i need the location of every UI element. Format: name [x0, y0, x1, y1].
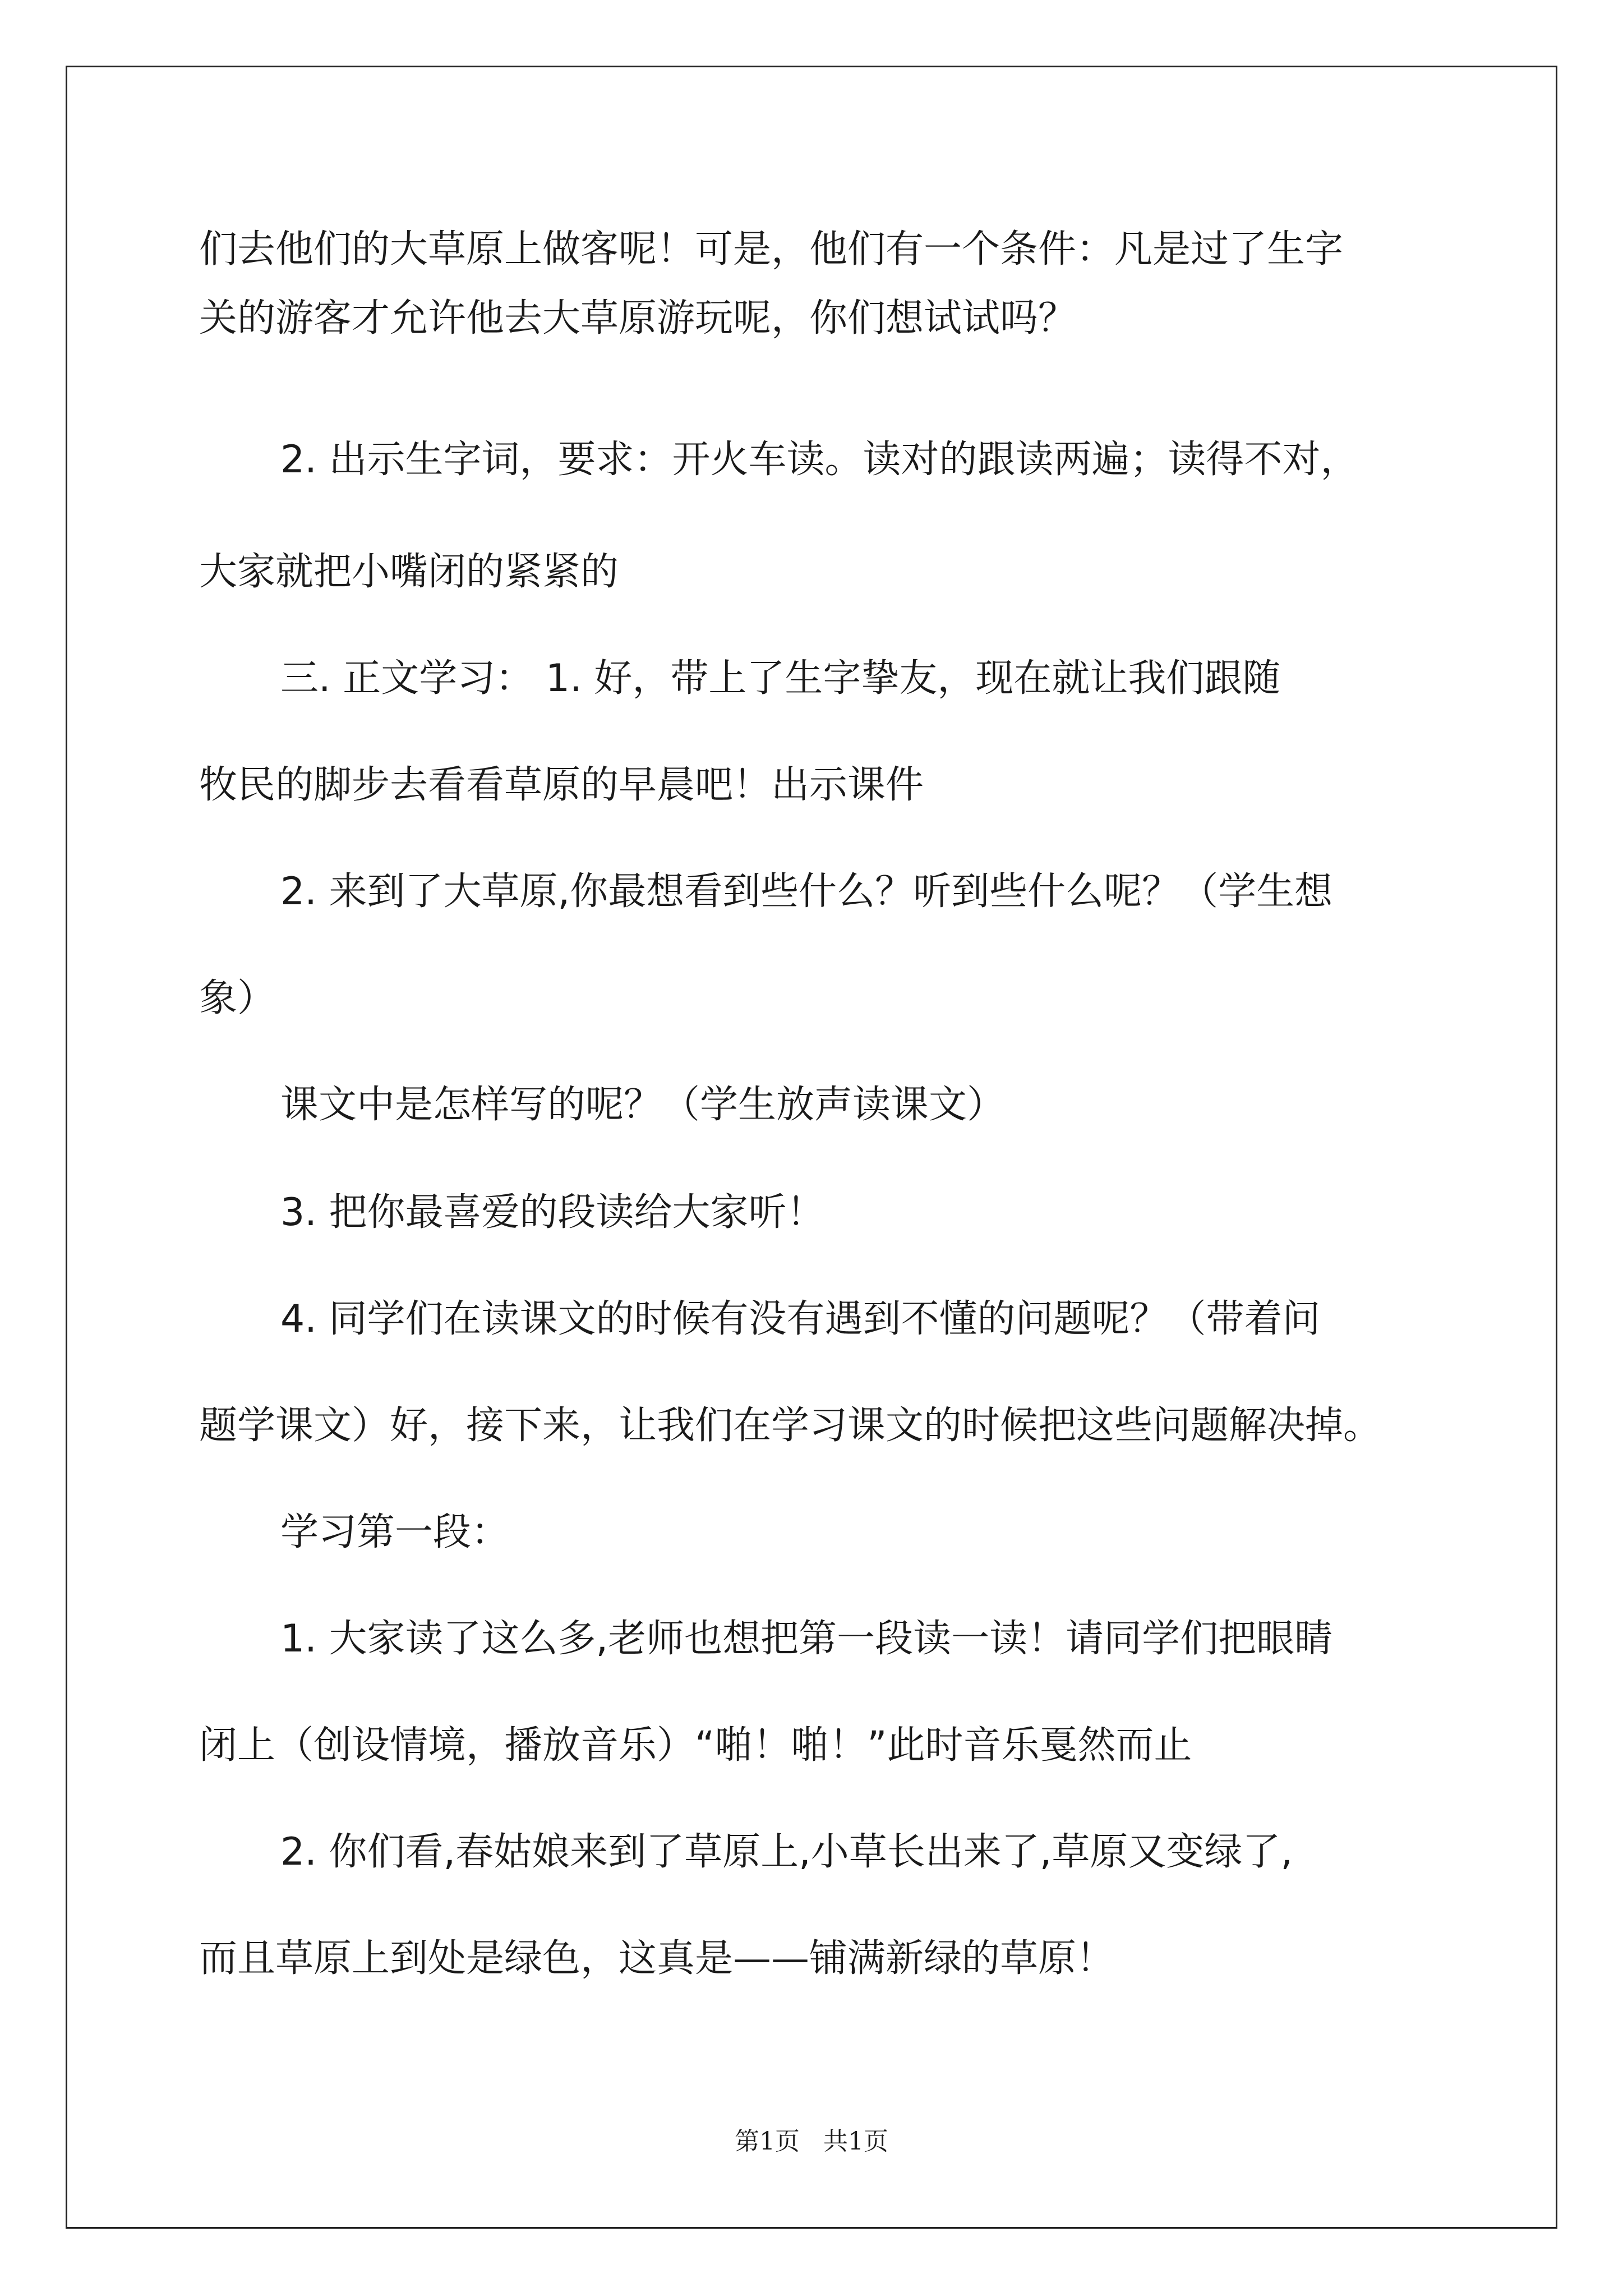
text-line: 闭上（创设情境，播放音乐）“啪！啪！”此时音乐戛然而止	[199, 1723, 1192, 1768]
text-line: 学习第一段：	[280, 1510, 510, 1554]
text-line: 大家就把小嘴闭的紧紧的	[199, 550, 619, 594]
text-line: 课文中是怎样写的呢？（学生放声读课文）	[280, 1083, 1006, 1127]
text-line: 牧民的脚步去看看草原的早晨吧！出示课件	[199, 763, 924, 807]
text-line: 1. 大家读了这么多,老师也想把第一段读一读！请同学们把眼睛	[280, 1617, 1333, 1661]
text-line: 题学课文）好，接下来，让我们在学习课文的时候把这些问题解决掉。	[199, 1404, 1382, 1448]
text-line: 象）	[199, 976, 276, 1020]
text-line: 们去他们的大草原上做客呢！可是，他们有一个条件：凡是过了生字	[199, 227, 1344, 272]
text-line: 2. 出示生字词，要求：开火车读。读对的跟读两遍；读得不对，	[280, 438, 1359, 482]
text-line: 3. 把你最喜爱的段读给大家听！	[280, 1190, 825, 1235]
text-line: 而且草原上到处是绿色，这真是——铺满新绿的草原！	[199, 1936, 1115, 1981]
text-line: 关的游客才允许他去大草原游玩呢，你们想试试吗？	[199, 296, 1077, 341]
text-line: 2. 来到了大草原,你最想看到些什么？听到些什么呢？（学生想	[280, 869, 1333, 914]
text-line: 4. 同学们在读课文的时候有没有遇到不懂的问题呢？（带着问	[280, 1297, 1321, 1341]
text-line: 三. 正文学习： 1. 好，带上了生字挚友，现在就让我们跟随	[280, 656, 1281, 701]
page-footer: 第1页 共1页	[735, 2127, 888, 2156]
text-line: 2. 你们看,春姑娘来到了草原上,小草长出来了,草原又变绿了,	[280, 1830, 1293, 1874]
page-border	[66, 66, 1557, 2229]
